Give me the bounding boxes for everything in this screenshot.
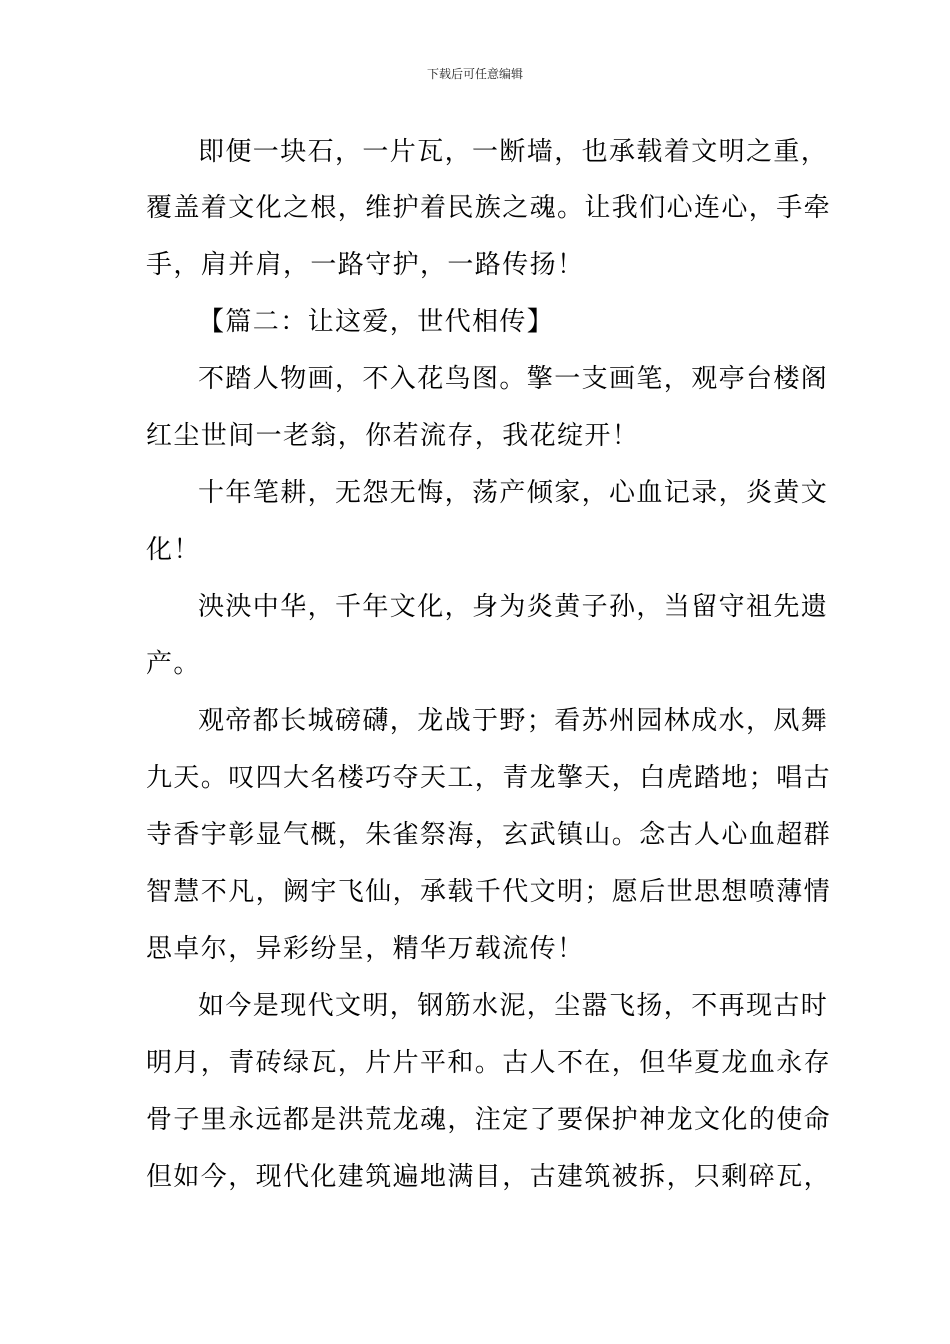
text-line: 产。 [146, 649, 201, 679]
text-line: 寺香宇彰显气概，朱雀祭海，玄武镇山。念古人心血超群 [146, 820, 832, 850]
text-line: 骨子里永远都是洪荒龙魂，注定了要保护神龙文化的使命 [146, 1105, 832, 1135]
text-line: 不踏人物画，不入花鸟图。擎一支画笔，观亭台楼阁 [198, 364, 829, 394]
page-header: 下载后可任意编辑 [426, 67, 523, 81]
text-line: 化！ [146, 535, 201, 565]
text-line: 手，肩并肩，一路守护，一路传扬！ [146, 250, 585, 280]
text-line: 覆盖着文化之根，维护着民族之魂。让我们心连心，手牵 [146, 193, 832, 223]
text-line: 智慧不凡，阙宇飞仙，承载千代文明；愿后世思想喷薄情 [146, 877, 832, 907]
text-line: 观帝都长城磅礴，龙战于野；看苏州园林成水，凤舞 [198, 706, 829, 736]
text-line: 如今是现代文明，钢筋水泥，尘嚣飞扬，不再现古时 [198, 991, 829, 1021]
text-line: 红尘世间一老翁，你若流存，我花绽开！ [146, 421, 640, 451]
text-line: 十年笔耕，无怨无悔，荡产倾家，心血记录，炎黄文 [198, 478, 829, 508]
text-line: 泱泱中华，千年文化，身为炎黄子孙，当留守祖先遗 [198, 592, 829, 622]
section-heading: 【篇二：让这爱，世代相传】 [198, 307, 555, 337]
text-line: 但如今，现代化建筑遍地满目，古建筑被拆，只剩碎瓦， [146, 1162, 832, 1192]
text-line: 九天。叹四大名楼巧夺天工，青龙擎天，白虎踏地；唱古 [146, 763, 832, 793]
text-line: 明月，青砖绿瓦，片片平和。古人不在，但华夏龙血永存 [146, 1048, 832, 1078]
text-line: 即便一块石，一片瓦，一断墙，也承载着文明之重， [198, 137, 829, 167]
text-line: 思卓尔，异彩纷呈，精华万载流传！ [146, 934, 585, 964]
